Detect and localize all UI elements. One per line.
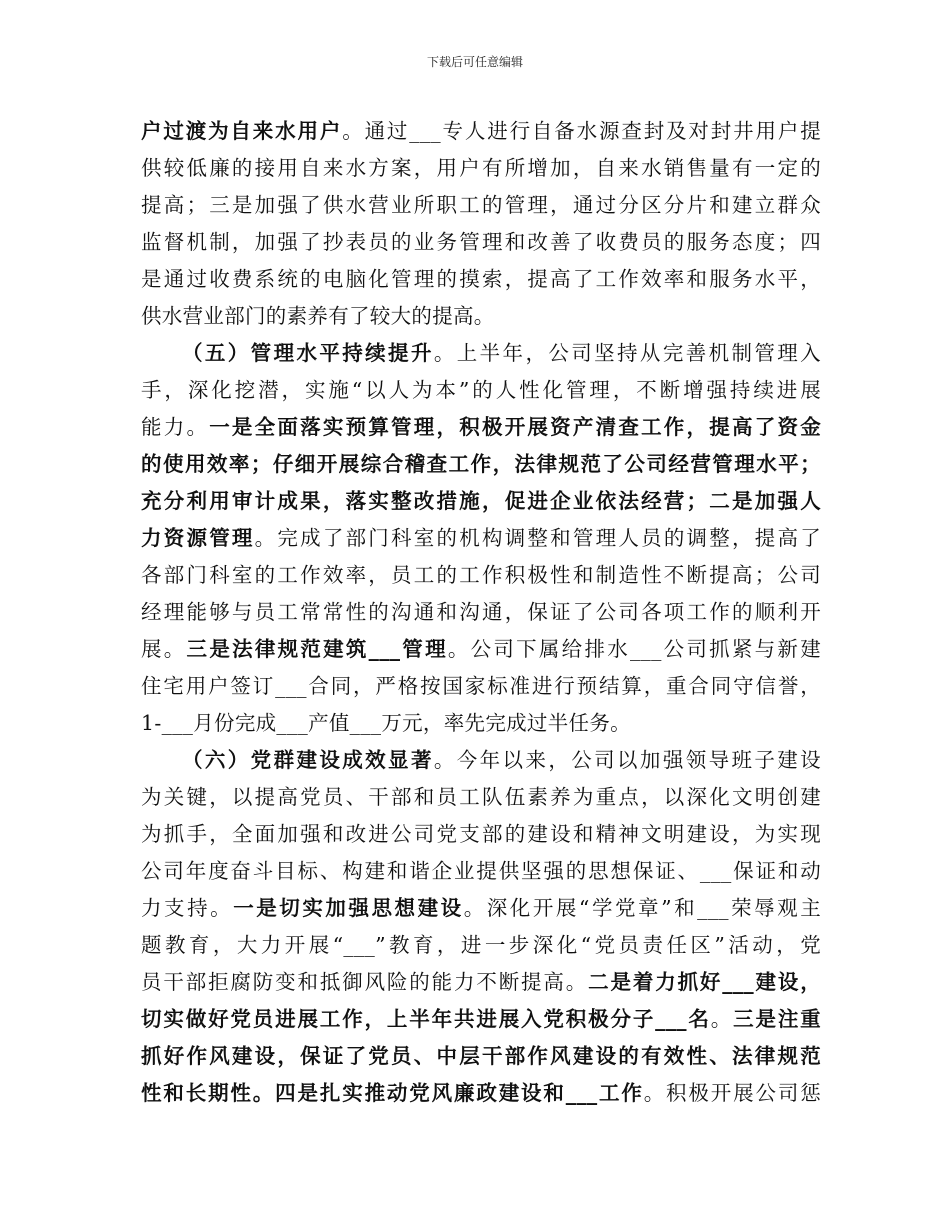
- text-line: [141, 927, 821, 964]
- text-segment: 题教育，大力开展“___”教育，进一步深化“党员责任区”活动，党: [141, 933, 821, 957]
- text-segment: 能力。: [141, 415, 210, 439]
- text-line: [141, 557, 821, 594]
- text-segment: 一是切实加强思想建设: [233, 896, 464, 920]
- text-segment: 。积极开展公司惩: [643, 1081, 821, 1105]
- section-heading: （六）党群建设成效显著: [182, 748, 434, 772]
- text-segment: 。完成了部门科室的机构调整和管理人员的调整，提高了: [254, 526, 821, 550]
- text-segment: 为抓手，全面加强和改进公司党支部的建设和精神文明建设，为实现: [141, 822, 821, 846]
- text-segment: 经理能够与员工常常性的沟通和沟通，保证了公司各项工作的顺利开: [141, 600, 821, 624]
- text-line: [141, 816, 821, 853]
- text-segment: 住宅用户签订___合同，严格按国家标准进行预结算，重合同守信誉，: [141, 674, 821, 698]
- text-segment: 提高；三是加强了供水营业所职工的管理，通过分区分片和建立群众: [141, 193, 821, 217]
- text-segment: 性和长期性。四是扎实推动党风廉政建设和___工作: [141, 1081, 644, 1105]
- text-segment: 。通过___专人进行自备水源查封及对封井用户提: [342, 119, 821, 143]
- text-line: [141, 853, 821, 890]
- text-line: [141, 150, 821, 187]
- text-line: [141, 779, 821, 816]
- text-segment: 手，深化挖潜，实施“以人为本”的人性化管理，不断增强持续进展: [141, 378, 821, 402]
- text-segment: 的使用效率；仔细开展综合稽查工作，法律规范了公司经营管理水平；: [141, 452, 821, 476]
- text-segment: 二是着力抓好___建设，: [588, 970, 821, 994]
- text-line: [141, 483, 821, 520]
- text-line: [141, 1038, 821, 1075]
- text-line: [141, 964, 821, 1001]
- text-segment: 三是法律规范建筑___管理: [186, 637, 448, 661]
- text-line: [141, 298, 821, 335]
- text-line: [141, 261, 821, 298]
- page-header: 下载后可任意编辑: [426, 55, 523, 69]
- text-segment: 各部门科室的工作效率，员工的工作积极性和制造性不断提高；公司: [141, 563, 821, 587]
- text-line: [141, 520, 821, 557]
- text-line: [141, 187, 821, 224]
- text-segment: 切实做好党员进展工作，上半年共进展入党积极分子___名: [141, 1007, 711, 1031]
- text-segment: 户过渡为自来水用户: [141, 119, 343, 143]
- text-line: [141, 335, 821, 372]
- text-line: [141, 1075, 821, 1112]
- text-segment: 。今年以来，公司以加强领导班子建设: [433, 748, 821, 772]
- text-line: [141, 372, 821, 409]
- text-segment: 力支持。: [141, 896, 234, 920]
- text-line: [141, 742, 821, 779]
- text-line: [141, 668, 821, 705]
- text-line: [141, 446, 821, 483]
- text-segment: 员干部拒腐防变和抵御风险的能力不断提高。: [141, 970, 589, 994]
- text-segment: 抓好作风建设，保证了党员、中层干部作风建设的有效性、法律规范: [141, 1044, 821, 1068]
- text-segment: 。公司下属给排水___公司抓紧与新建: [447, 637, 821, 661]
- text-line: [141, 224, 821, 261]
- text-line: [141, 594, 821, 631]
- text-line: [141, 890, 821, 927]
- text-segment: 展。: [141, 637, 187, 661]
- document-body: [141, 113, 821, 1112]
- text-segment: 公司年度奋斗目标、构建和谐企业提供坚强的思想保证、___保证和动: [141, 859, 821, 883]
- text-segment: 。上半年，公司坚持从完善机制管理入: [433, 341, 821, 365]
- text-line: [141, 113, 821, 150]
- text-segment: 1-___月份完成___产值___万元，率先完成过半任务。: [141, 711, 631, 735]
- text-segment: 。: [710, 1007, 734, 1031]
- text-segment: 是通过收费系统的电脑化管理的摸索，提高了工作效率和服务水平，: [141, 267, 821, 291]
- text-segment: 供水营业部门的素养有了较大的提高。: [141, 304, 495, 328]
- text-line: [141, 1001, 821, 1038]
- text-line: [141, 409, 821, 446]
- text-segment: 一是全面落实预算管理，积极开展资产清查工作，提高了资金: [209, 415, 821, 439]
- text-segment: 三是注重: [733, 1007, 821, 1031]
- text-segment: 力资源管理: [141, 526, 255, 550]
- text-line: [141, 631, 821, 668]
- text-segment: 监督机制，加强了抄表员的业务管理和改善了收费员的服务态度；四: [141, 230, 821, 254]
- text-line: [141, 705, 821, 742]
- section-heading: （五）管理水平持续提升: [182, 341, 434, 365]
- text-segment: 。深化开展“学党章”和___荣辱观主: [463, 896, 822, 920]
- text-segment: 供较低廉的接用自来水方案，用户有所增加，自来水销售量有一定的: [141, 156, 821, 180]
- text-segment: 为关键，以提高党员、干部和员工队伍素养为重点，以深化文明创建: [141, 785, 821, 809]
- text-segment: 充分利用审计成果，落实整改措施，促进企业依法经营；二是加强人: [141, 489, 821, 513]
